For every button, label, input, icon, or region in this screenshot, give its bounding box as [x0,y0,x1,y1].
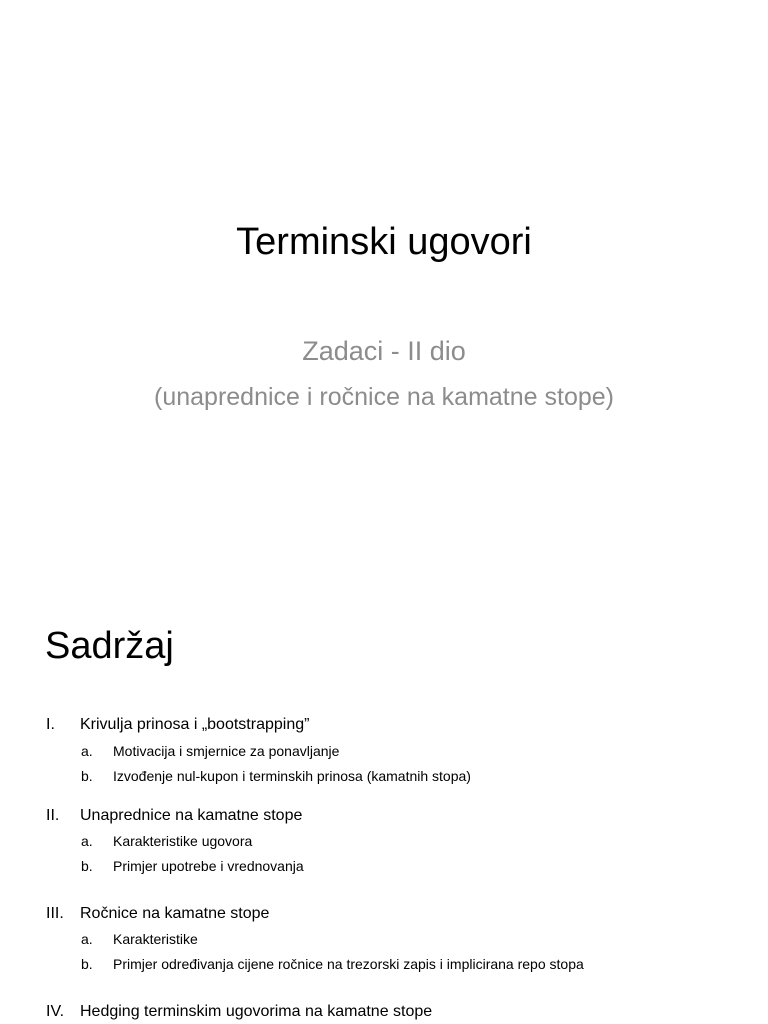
section-item [0,766,768,788]
section-title: Ročnice na kamatne stope [80,905,270,922]
section-title: Unapredniсe na kamatne stope [80,807,303,824]
item-text: Primjer određivanja cijene ročnice na trezorski zapis i implicirana repo stopa [113,956,584,972]
section-number: III. [46,905,64,922]
section-item [0,831,768,853]
contents-heading: Sadržaj [45,625,174,667]
item-text: Izvođenje nul-kupon i terminskih prinosa (kamatnih stopa) [113,768,471,784]
item-letter: b. [81,768,93,784]
section-title: Hedging terminskim ugovorima na kamatne stope [80,1003,433,1020]
slide-subtitle-parenthetical: (unapredniсe i ročnice na kamatne stope) [154,383,614,411]
item-letter: a. [81,833,93,849]
item-text: Karakteristike ugovora [113,833,253,849]
section-number: IV. [46,1003,65,1020]
section-item [0,856,768,878]
section-item [0,929,768,951]
item-letter: b. [81,956,93,972]
section-title: Krivulja prinosa i „bootstrapping” [80,716,310,733]
item-letter: a. [81,931,93,947]
section-item [0,741,768,763]
item-letter: a. [81,743,93,759]
section-number: I. [46,716,55,733]
contents-slide [0,580,768,1024]
section-number: II. [46,807,60,824]
section-item [0,954,768,976]
slide-subtitle: Zadaci - II dio [302,336,466,366]
item-text: Primjer upotrebe i vrednovanja [113,858,304,874]
item-letter: b. [81,858,93,874]
slide-title: Terminski ugovori [236,221,532,263]
item-text: Motivacija i smjernice za ponavljanje [113,743,340,759]
item-text: Karakteristike [113,931,198,947]
